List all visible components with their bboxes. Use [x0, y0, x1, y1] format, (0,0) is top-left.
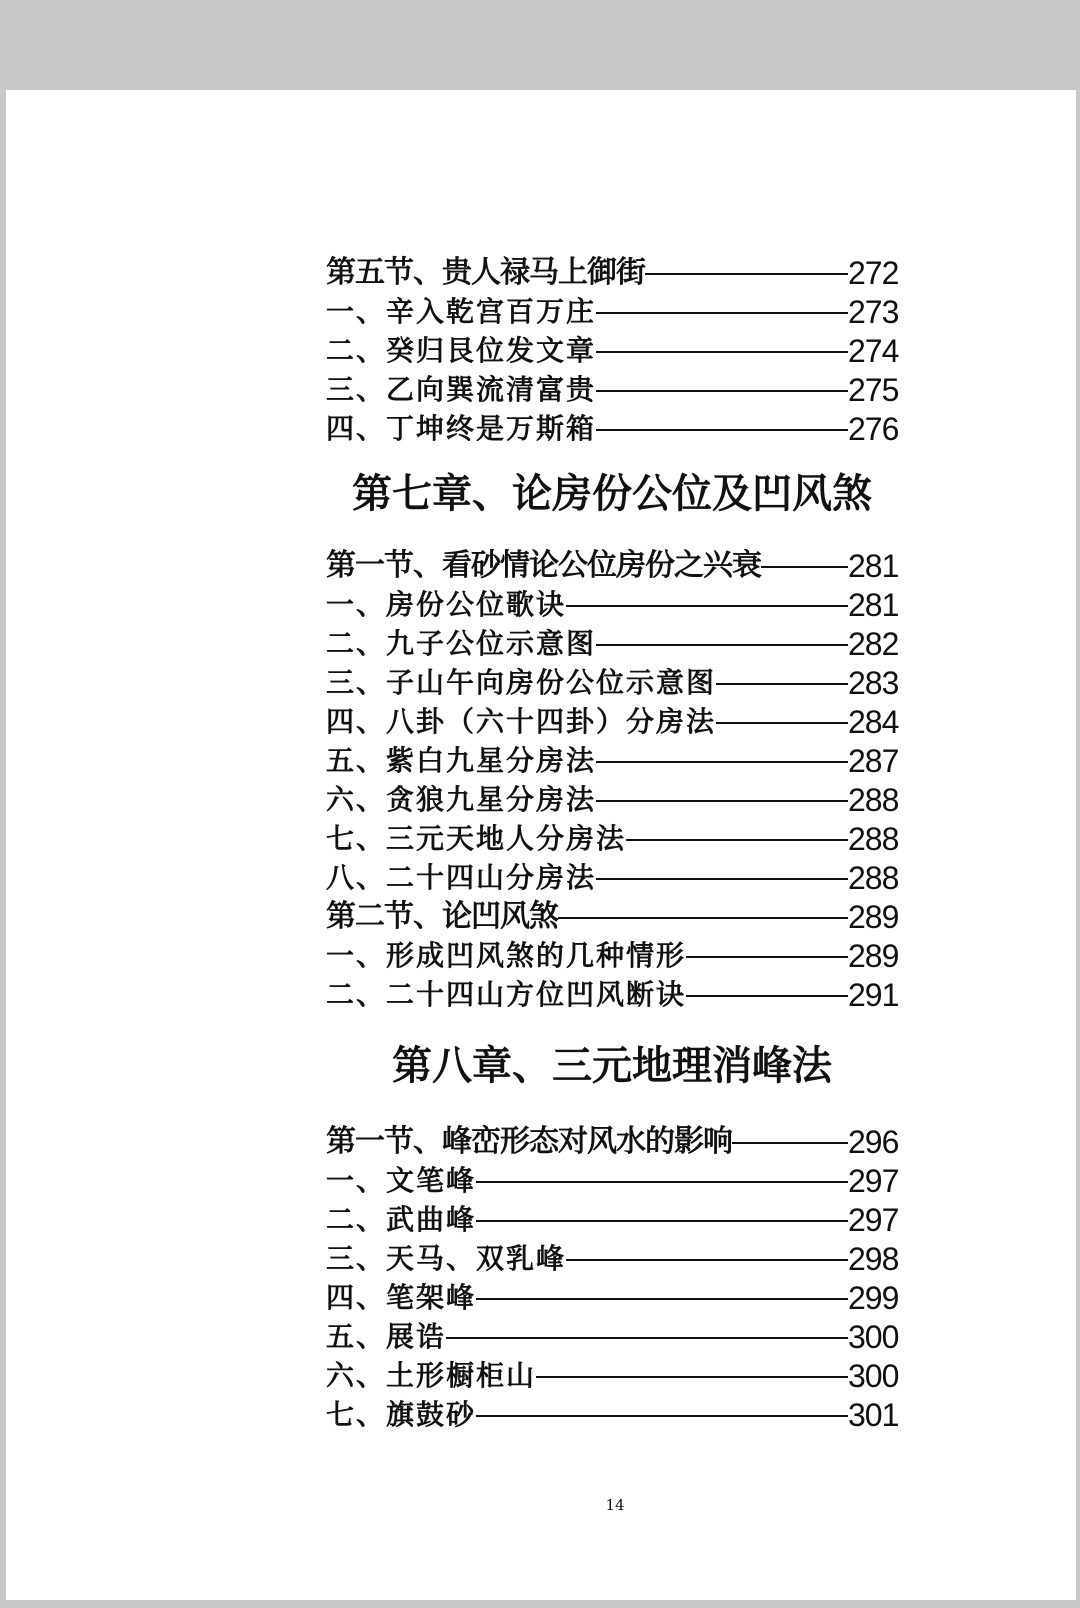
- toc-item-row: [326, 701, 898, 740]
- toc-entry-page: 287: [848, 743, 899, 779]
- toc-item-row: [326, 330, 898, 369]
- leader-line: [596, 644, 848, 646]
- leader-line: [732, 1142, 848, 1144]
- leader-line: [476, 1181, 848, 1183]
- toc-entry-page: 275: [848, 372, 899, 408]
- toc-entry-title: 五、展诰: [326, 1320, 447, 1353]
- toc-entry-page: 288: [848, 821, 899, 857]
- leader-line: [716, 683, 848, 685]
- toc-item-row: [326, 1355, 898, 1394]
- toc-entry-title: 七、三元天地人分房法: [326, 822, 627, 855]
- toc-entry-title: 四、丁坤终是万斯箱: [326, 412, 597, 445]
- toc-item-row: [326, 779, 898, 818]
- toc-entry-title: 第五节、贵人禄马上御街: [326, 255, 645, 290]
- toc-item-row: [326, 291, 898, 330]
- toc-group-2: [326, 545, 898, 1013]
- toc-group-1: [326, 252, 898, 447]
- leader-line: [596, 312, 848, 314]
- toc-item-row: [326, 740, 898, 779]
- toc-section-row: [326, 896, 898, 935]
- toc-entry-page: 281: [848, 587, 899, 623]
- toc-item-row: [326, 974, 898, 1013]
- toc-entry-page: 288: [848, 860, 899, 896]
- toc-entry-page: 276: [848, 411, 899, 447]
- toc-entry-page: 282: [848, 626, 899, 662]
- toc-item-row: [326, 1238, 898, 1277]
- chapter-8-heading: 第八章、三元地理消峰法: [392, 1043, 832, 1089]
- toc-entry-page: 289: [848, 899, 899, 935]
- leader-line: [476, 1415, 848, 1417]
- toc-entry-page: 289: [848, 938, 899, 974]
- toc-group-3: [326, 1121, 898, 1433]
- toc-entry-title: 五、紫白九星分房法: [326, 744, 597, 777]
- toc-item-row: [326, 818, 898, 857]
- leader-line: [446, 1337, 848, 1339]
- toc-item-row: [326, 623, 898, 662]
- leader-line: [566, 605, 848, 607]
- toc-entry-title: 二、武曲峰: [326, 1203, 477, 1236]
- toc-item-row: [326, 584, 898, 623]
- toc-item-row: [326, 662, 898, 701]
- leader-line: [596, 878, 848, 880]
- toc-entry-title: 七、旗鼓砂: [326, 1398, 477, 1431]
- toc-entry-title: 六、土形橱柜山: [326, 1359, 537, 1392]
- chapter-7-heading: 第七章、论房份公位及凹风煞: [352, 471, 872, 517]
- toc-entry-page: 283: [848, 665, 899, 701]
- leader-line: [686, 956, 848, 958]
- toc-entry-title: 二、癸归艮位发文章: [326, 334, 597, 367]
- toc-entry-page: 281: [848, 548, 899, 584]
- toc-entry-page: 297: [848, 1163, 899, 1199]
- toc-entry-title: 一、辛入乾宫百万庄: [326, 295, 597, 328]
- toc-section-row: [326, 1121, 898, 1160]
- leader-line: [645, 273, 848, 275]
- toc-entry-page: 297: [848, 1202, 899, 1238]
- toc-entry-title: 二、二十四山方位凹风断诀: [326, 978, 687, 1011]
- toc-entry-page: 274: [848, 333, 899, 369]
- toc-entry-page: 288: [848, 782, 899, 818]
- toc-entry-title: 三、子山午向房份公位示意图: [326, 666, 717, 699]
- leader-line: [596, 390, 848, 392]
- leader-line: [761, 566, 848, 568]
- toc-entry-title: 三、乙向巽流清富贵: [326, 373, 597, 406]
- toc-entry-page: 272: [848, 255, 899, 291]
- leader-line: [596, 800, 848, 802]
- toc-entry-page: 298: [848, 1241, 899, 1277]
- leader-line: [626, 839, 848, 841]
- toc-entry-title: 二、九子公位示意图: [326, 627, 597, 660]
- toc-entry-page: 300: [848, 1358, 899, 1394]
- leader-line: [566, 1259, 848, 1261]
- toc-section-row: [326, 252, 898, 291]
- toc-item-row: [326, 935, 898, 974]
- toc-item-row: [326, 857, 898, 896]
- toc-entry-title: 第二节、论凹风煞: [326, 899, 558, 934]
- toc-entry-page: 299: [848, 1280, 899, 1316]
- toc-entry-title: 第一节、看砂情论公位房份之兴衰: [326, 548, 761, 583]
- toc-entry-title: 一、形成凹风煞的几种情形: [326, 939, 687, 972]
- toc-section-row: [326, 545, 898, 584]
- toc-item-row: [326, 1160, 898, 1199]
- toc-item-row: [326, 369, 898, 408]
- toc-entry-title: 三、天马、双乳峰: [326, 1242, 567, 1275]
- toc-entry-title: 八、二十四山分房法: [326, 861, 597, 894]
- toc-entry-page: 296: [848, 1124, 899, 1160]
- page-number: 14: [605, 1496, 625, 1514]
- toc-entry-page: 300: [848, 1319, 899, 1355]
- toc-entry-title: 第一节、峰峦形态对风水的影响: [326, 1124, 732, 1159]
- toc-entry-title: 四、笔架峰: [326, 1281, 477, 1314]
- leader-line: [558, 917, 848, 919]
- leader-line: [536, 1376, 848, 1378]
- leader-line: [596, 429, 848, 431]
- toc-entry-page: 284: [848, 704, 899, 740]
- leader-line: [476, 1298, 848, 1300]
- toc-entry-page: 291: [848, 977, 899, 1013]
- toc-entry-title: 四、八卦（六十四卦）分房法: [326, 705, 717, 738]
- toc-entry-title: 一、文笔峰: [326, 1164, 477, 1197]
- toc-item-row: [326, 408, 898, 447]
- leader-line: [686, 995, 848, 997]
- toc-entry-title: 一、房份公位歌诀: [326, 588, 567, 621]
- leader-line: [716, 722, 848, 724]
- table-of-contents: [326, 252, 898, 1433]
- toc-item-row: [326, 1199, 898, 1238]
- leader-line: [596, 761, 848, 763]
- toc-item-row: [326, 1316, 898, 1355]
- toc-entry-page: 273: [848, 294, 899, 330]
- toc-entry-page: 301: [848, 1397, 899, 1433]
- leader-line: [596, 351, 848, 353]
- toc-entry-title: 六、贪狼九星分房法: [326, 783, 597, 816]
- toc-item-row: [326, 1394, 898, 1433]
- leader-line: [476, 1220, 848, 1222]
- toc-item-row: [326, 1277, 898, 1316]
